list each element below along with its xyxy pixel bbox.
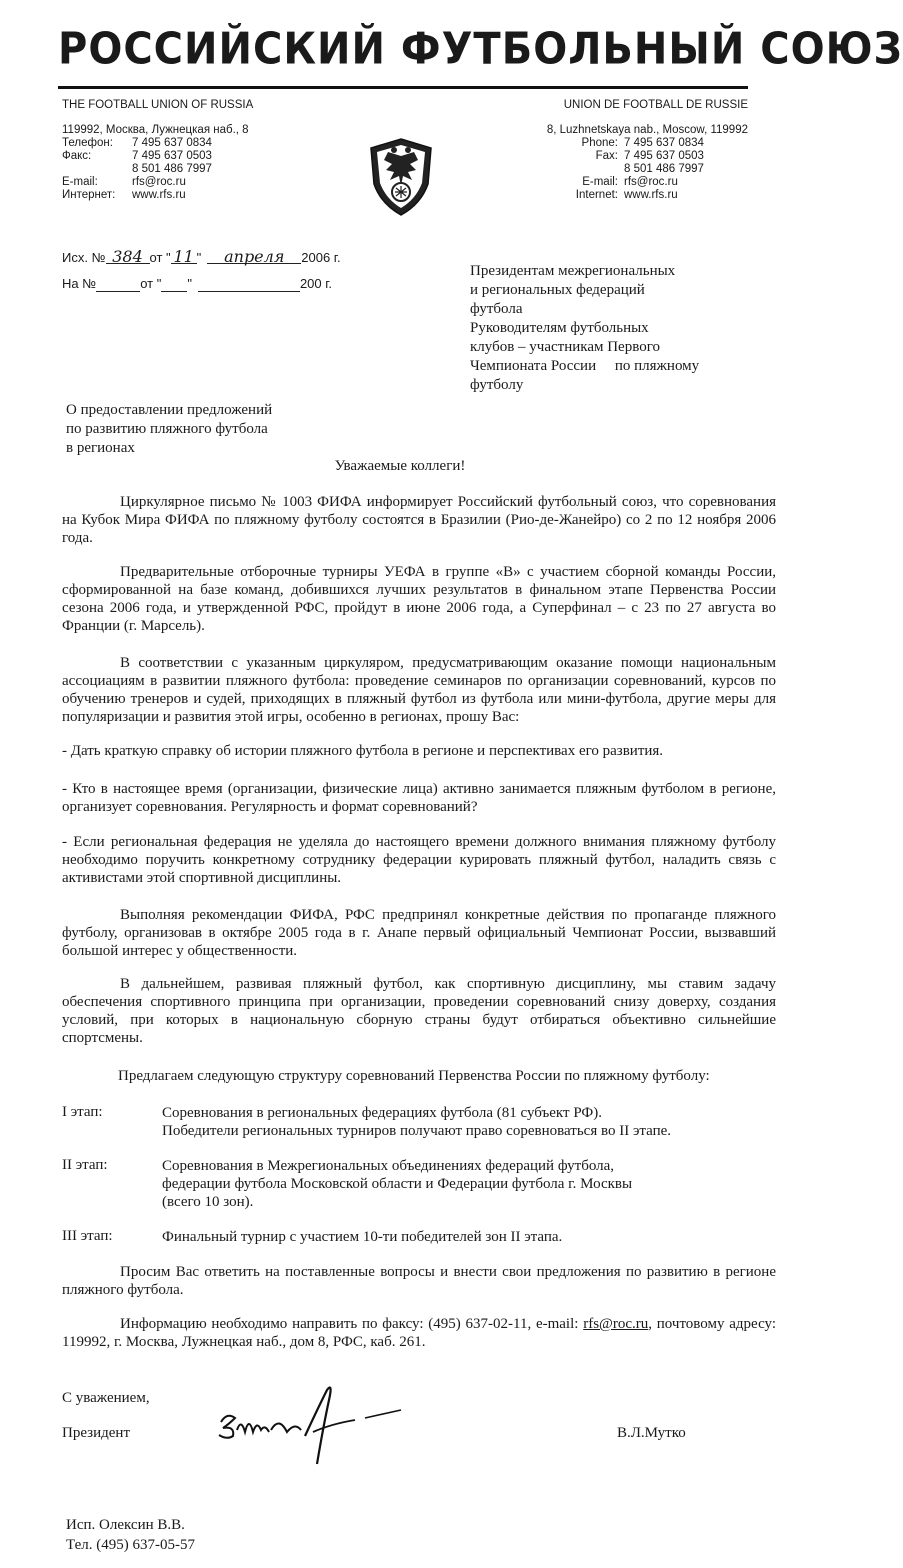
web-label-en: Internet: [575,189,618,201]
web-label: Интернет: [62,189,116,201]
in-prefix: На № [62,276,97,291]
stage-3-label: III этап: [62,1228,113,1244]
phone-label-en: Phone: [581,137,618,149]
paragraph-8 [62,1315,776,1351]
paragraph-4: Выполняя рекомендации ФИФА, РФС предпринял конкретные действия по пропаганде пляжного футболу, организовав в октябре 2005 года в г. Анапе первый официальный Чемпионат России, вызвавший большой интерес у общественности. [62,907,776,959]
address-en: 8, Luzhnetskaya nab., Moscow, 119992 [546,124,748,136]
email-label: E-mail: [62,176,98,188]
letterhead-rule [58,86,748,89]
stage-line: Соревнования в региональных федерациях футбола (81 субъект РФ). [162,1105,603,1121]
out-quote: " [196,250,202,265]
addressee-line: Чемпионата России по пляжному [470,358,700,374]
out-year: 2006 г. [301,250,341,265]
email-value: rfs@roc.ru [132,176,186,188]
org-name-fr: UNION DE FOOTBALL DE RUSSIE [563,99,748,111]
stage-2-label: II этап: [62,1157,108,1173]
question-1: - Дать краткую справку об истории пляжного футбола в регионе и перспективах его развития. [62,743,664,759]
fax-value-en-2: 8 501 486 7997 [624,163,704,175]
question-2: - Кто в настоящее время (организации, физические лица) активно занимается пляжным футболом в регионе, организует соревнования. Регулярность и формат соревнований? [62,781,776,815]
rfs-emblem-icon [366,136,436,218]
stage-line: Финальный турнир с участием 10-ти победителей зон II этапа. [162,1229,563,1245]
addressee-line: клубов – участникам Первого [470,339,660,355]
phone-value: 7 495 637 0834 [132,137,212,149]
question-3: - Если региональная федерация не уделяла до настоящего времени должного внимания пляжному футболу необходимо поручить конкретному сотруднику федерации курировать пляжный футбол, наладить связь с активистами этой спортивной дисциплины. [62,834,776,886]
paragraph-7: Просим Вас ответить на поставленные вопросы и внести свои предложения по развитию в регионе пляжного футбола. [62,1264,776,1298]
header-left [62,99,322,202]
phone-label: Телефон: [62,137,113,149]
email-value-en: rfs@roc.ru [624,176,678,188]
addressee-line: Президентам межрегиональных [470,263,676,279]
web-value: www.rfs.ru [132,189,186,201]
contact-text: Информацию необходимо направить по факсу: (495) 637-02-11, e-mail: [120,1316,584,1332]
handwritten-signature [205,1380,405,1470]
phone-value-en: 7 495 637 0834 [624,137,704,149]
stage-3-text [162,1228,772,1246]
signer-name: В.Л.Мутко [617,1425,686,1441]
signer-position: Президент [62,1425,130,1441]
executor-phone: Тел. (495) 637-05-57 [66,1537,195,1553]
fax-value-2: 8 501 486 7997 [132,163,212,175]
subject-line: в регионах [66,440,135,456]
addressee-line: футболу [470,377,524,393]
out-from: от " [149,250,171,265]
letterhead-title: РОССИЙСКИЙ ФУТБОЛЬНЫЙ СОЮЗ [58,24,903,75]
web-value-en: www.rfs.ru [624,189,678,201]
in-from: от " [140,276,162,291]
out-prefix: Исх. № [62,250,106,265]
paragraph-1: Циркулярное письмо № 1003 ФИФА информирует Российский футбольный союз, что соревнования на Кубок Мира ФИФА по пляжному футболу состоятся в Бразилии (Рио-де-Жанейро) со 2 по 12 ноября 2006 года. [62,494,776,546]
stage-line: Победители региональных турниров получают право соревноваться во II этапе. [162,1123,672,1139]
outgoing-ref [62,247,341,266]
greeting: Уважаемые коллеги! [334,458,466,474]
stage-1-text [162,1104,772,1140]
fax-label: Факс: [62,150,92,162]
out-month: апреля [207,251,301,264]
header-right [520,99,748,202]
contact-address: , почтовому адресу: 119992, г. Москва, Лужнецкая наб., дом 8, РФС, каб. 261. [62,1316,776,1350]
address-ru: 119992, Москва, Лужнецкая наб., 8 [62,124,249,136]
out-day: 11 [171,251,197,264]
fax-value-1: 7 495 637 0503 [132,150,212,162]
fax-label-en: Fax: [595,150,618,162]
regards: С уважением, [62,1390,150,1406]
stage-line: (всего 10 зон). [162,1194,254,1210]
addressee-line: футбола [470,301,523,317]
addressee-line: и региональных федераций [470,282,645,298]
stage-1-label: I этап: [62,1104,103,1120]
contact-email-link[interactable]: rfs@roc.ru [583,1316,649,1332]
paragraph-2: Предварительные отборочные турниры УЕФА в группе «В» с участием сборной команды России, сформированной на базе команд, добившихся лучших результатов в финальном этапе Первенства России сезона 2006 года, и утвержденной РФС, пройдут в июне 2006 года, а Суперфинал – с 23 по 27 августа во Франции (г. Марсель). [62,564,776,634]
fax-value-en-1: 7 495 637 0503 [624,150,704,162]
subject-line: О предоставлении предложений [66,402,273,418]
org-name-en: THE FOOTBALL UNION OF RUSSIA [62,99,254,111]
addressee-line: Руководителям футбольных [470,320,649,336]
incoming-ref [62,276,332,292]
email-label-en: E-mail: [582,176,618,188]
executor-name: Исп. Олексин В.В. [66,1517,185,1533]
paragraph-3: В соответствии с указанным циркуляром, предусматривающим оказание помощи национальным ассоциациям в развитии пляжного футбола: проведение семинаров по организации соревнований, курсов по обучению тренеров и судей, приходящих в пляжный футбол из футбола или мини-футбола, другие меры для популяризации и развития этой игры, особенно в регионах, прошу Вас: [62,655,776,725]
stage-2-text [162,1157,772,1211]
out-number: 384 [106,251,150,264]
addressee-block [470,262,760,395]
in-year: 200 г. [299,276,333,291]
in-quote: " [187,276,192,291]
paragraph-5: В дальнейшем, развивая пляжный футбол, как спортивную дисциплину, мы ставим задачу обеспечения спортивного принципа при организации, проведении соревнований снизу доверху, создания условий, при которых в национальную сборную страны будут отбираться объективно сильнейшие спортсмены. [62,976,776,1046]
paragraph-6: Предлагаем следующую структуру соревнований Первенства России по пляжному футболу: [118,1068,710,1084]
stage-line: федерации футбола Московской области и Федерации футбола г. Москвы [162,1176,633,1192]
stage-line: Соревнования в Межрегиональных объединениях федераций футбола, [162,1158,615,1174]
subject-line: по развитию пляжного футбола [66,421,268,437]
subject-block [66,401,326,458]
